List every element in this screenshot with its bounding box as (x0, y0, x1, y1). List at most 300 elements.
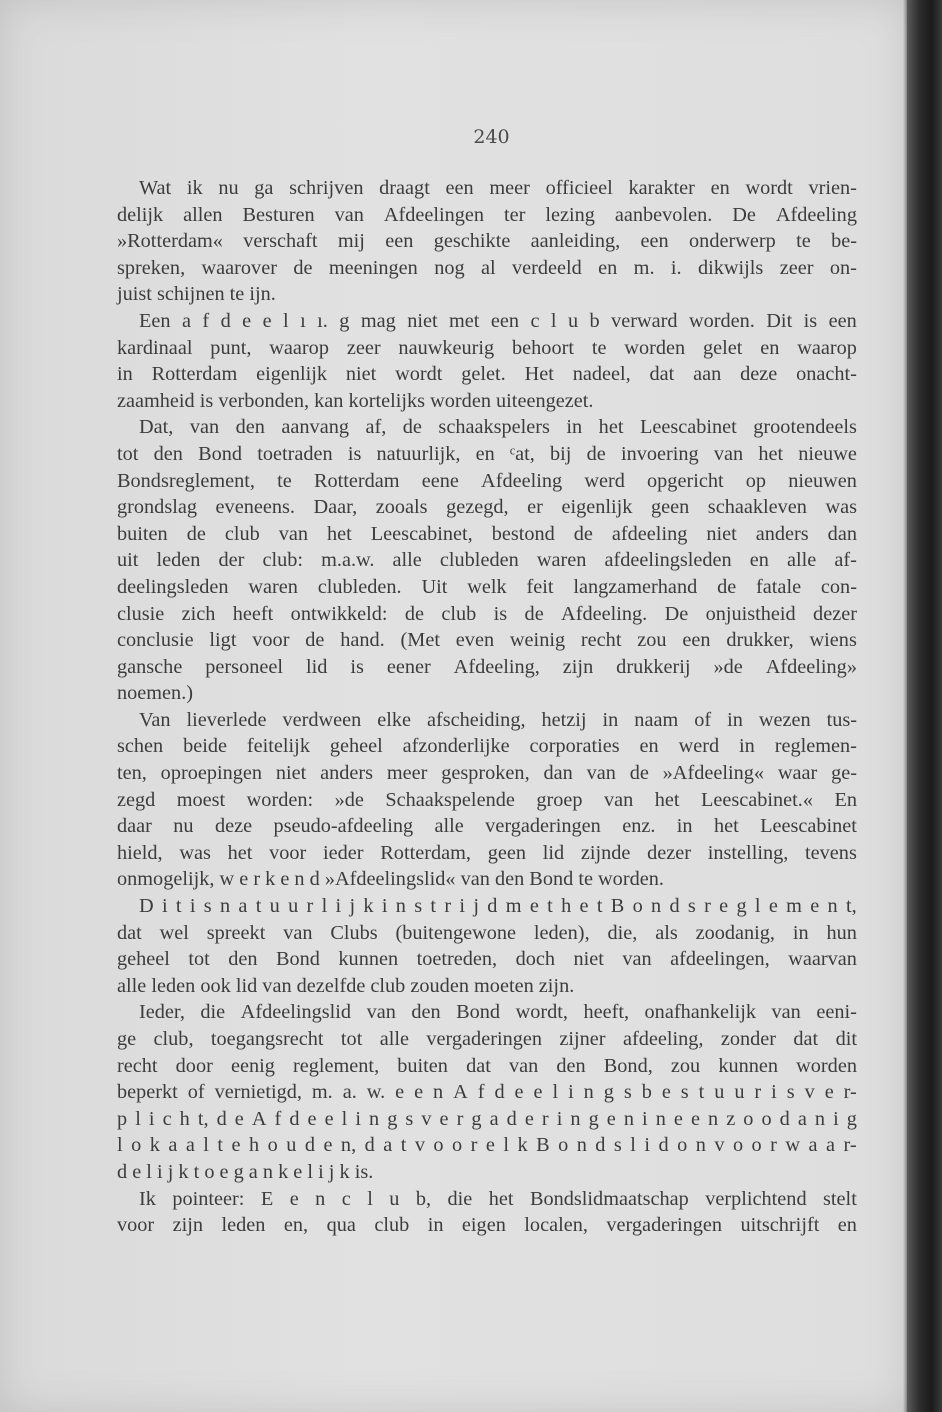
word: clusie (117, 602, 165, 625)
word: club (441, 602, 477, 625)
word: lieverlede (186, 708, 267, 731)
word: a (383, 1134, 393, 1157)
word: l (283, 309, 289, 332)
word: stelt (823, 1187, 857, 1210)
word: en (837, 1214, 857, 1237)
word: van (603, 788, 634, 811)
word: Een (139, 309, 171, 332)
word: dat (117, 921, 142, 944)
word: f (477, 1081, 485, 1104)
word: f (202, 309, 210, 332)
word: nauwkeurig (398, 336, 495, 359)
word: of (187, 1081, 205, 1104)
word: van (622, 948, 652, 971)
word: u (714, 1081, 725, 1104)
text-line: zaamheid is verbonden, kan kortelijks worden uiteengezet. (117, 389, 594, 412)
word: »de (713, 655, 743, 678)
word: e (529, 895, 539, 918)
word: waarvan (788, 948, 857, 971)
word: c (162, 1107, 172, 1130)
word: kunnen (338, 948, 399, 971)
word: n (651, 895, 662, 918)
justified-words (139, 308, 857, 335)
word: dat (793, 1028, 819, 1050)
word: b (641, 1081, 652, 1104)
word: van (189, 416, 220, 439)
word: t (430, 895, 437, 918)
word: b, (415, 1187, 432, 1210)
text-line (117, 175, 857, 202)
word: onafhankelijk (644, 1001, 757, 1024)
word: voor (252, 629, 290, 652)
word: l (117, 1134, 123, 1157)
word: o (677, 1134, 688, 1157)
word: e (673, 1107, 683, 1130)
word: l (552, 1081, 559, 1104)
word: e (719, 895, 729, 918)
word: i (335, 895, 342, 918)
word: tus- (826, 708, 857, 731)
word: vrien- (808, 177, 857, 199)
word: reglemen- (774, 735, 857, 758)
word: zoodanig, (695, 921, 775, 944)
word: gezegd, (446, 496, 509, 519)
word: nog (434, 256, 465, 279)
word: e (810, 895, 820, 918)
word: gelet. (461, 363, 506, 386)
word: con- (820, 575, 857, 598)
text-line (117, 414, 857, 441)
justified-words (117, 1212, 857, 1239)
word: v (714, 1134, 725, 1157)
word: d (494, 1081, 505, 1104)
word: e (524, 1107, 534, 1130)
word: drukkerij (616, 655, 691, 678)
word: wordt, (515, 1001, 568, 1024)
word: o (732, 1134, 744, 1157)
text-line (117, 202, 857, 229)
word: onderwerp (689, 230, 776, 253)
book-spine (907, 0, 942, 1412)
word: zonder (720, 1028, 777, 1050)
word: ı. (317, 309, 328, 332)
word: e (231, 1134, 241, 1157)
word: alle (787, 549, 817, 572)
word: n (395, 895, 406, 918)
word: de (402, 416, 422, 439)
word: den (556, 1054, 586, 1077)
word: Dit (766, 309, 793, 332)
word: e (579, 895, 589, 918)
word: Bond (276, 948, 320, 971)
word: de (717, 575, 737, 598)
word: o (131, 1134, 142, 1157)
justified-words (117, 627, 857, 654)
word: hetzij (541, 708, 587, 731)
word: e (533, 1081, 543, 1104)
word: mag (360, 309, 396, 332)
word: r (704, 895, 711, 918)
word: alle (392, 549, 422, 572)
word: die (447, 1187, 473, 1210)
word: p (117, 1107, 128, 1130)
word: clubleden (439, 549, 519, 572)
word: geen (487, 841, 526, 864)
word: afdeeling (611, 522, 688, 545)
word: toetreden, (416, 948, 498, 971)
word: e (690, 1107, 700, 1130)
text-line (117, 1053, 857, 1080)
word: a (168, 1134, 178, 1157)
word: h (249, 1134, 260, 1157)
word: aanleiding, (530, 230, 621, 253)
word: even (455, 629, 495, 652)
justified-words (139, 999, 857, 1026)
word: A (453, 1081, 468, 1104)
word: bij (550, 442, 572, 465)
word: in (792, 921, 809, 944)
word: eene (421, 469, 459, 492)
word: Bond (456, 1001, 501, 1024)
word: is (803, 309, 818, 332)
word: leden (221, 1214, 266, 1237)
word: Afdeelingslid (240, 1001, 352, 1024)
word: Leescabinet (639, 416, 737, 439)
word: d (658, 1134, 669, 1157)
word: van (366, 1001, 396, 1024)
word: Leescabinet.« (700, 788, 813, 811)
word: l (367, 1187, 373, 1210)
word: voor (269, 841, 307, 864)
word: lid (305, 655, 328, 678)
word: e (289, 1187, 299, 1210)
word: het (598, 416, 624, 439)
word: heeft, (583, 1001, 630, 1024)
justified-words (117, 733, 857, 760)
word: verdeeld (511, 256, 582, 279)
word: a (489, 1107, 499, 1130)
word: h (179, 1107, 190, 1130)
text-line: noemen.) (117, 682, 194, 705)
word: Afdeeling, (453, 655, 540, 678)
justified-words (117, 920, 857, 947)
word: aan (693, 363, 722, 386)
word: l (135, 1107, 141, 1130)
word: b (589, 309, 600, 332)
text-line (117, 547, 857, 574)
word: (buitengewone (395, 921, 517, 944)
word: en (710, 177, 730, 199)
word: buiten (397, 1054, 448, 1077)
word: nieuwen (788, 469, 857, 492)
word: a (185, 1134, 195, 1157)
word: zich (181, 602, 216, 625)
word: afdeeling, (622, 1028, 704, 1050)
justified-words (117, 468, 857, 495)
word: personeel (205, 655, 283, 678)
word: e (234, 1107, 244, 1130)
word: schaakspelers (438, 416, 550, 439)
text-line: d e l i j k t o e g a n k e l i j k is. (117, 1160, 374, 1183)
word: daar (117, 815, 152, 838)
body-text (117, 175, 857, 1239)
word: den (228, 948, 258, 971)
word: der (218, 549, 245, 572)
word: Ieder, (139, 1001, 185, 1024)
word: g (339, 309, 350, 332)
word: dat (466, 1054, 491, 1077)
word: club: (262, 549, 304, 572)
page-number: 240 (473, 126, 510, 148)
word: dan (827, 522, 857, 545)
word: n (695, 1134, 706, 1157)
word: Afdeeling (481, 469, 563, 492)
word: van (278, 522, 309, 545)
word: van (586, 762, 616, 785)
word: zeer (779, 256, 814, 279)
text-line (117, 654, 857, 681)
word: i (189, 895, 196, 918)
word: h (561, 895, 572, 918)
word: van (508, 1054, 539, 1077)
word: niet (573, 948, 604, 971)
word: in (117, 363, 133, 386)
justified-words (117, 787, 857, 814)
word: o (751, 1134, 762, 1157)
word: waren (248, 575, 298, 598)
word: a (826, 1134, 836, 1157)
word: nu (218, 177, 239, 199)
word: te (591, 336, 607, 359)
justified-words (117, 202, 857, 229)
word: van (713, 442, 744, 465)
word: in (427, 1214, 444, 1237)
word: f (274, 1107, 282, 1130)
word: tot (340, 1028, 363, 1050)
word: de (186, 522, 206, 545)
text-line (117, 335, 857, 362)
text-line (117, 361, 857, 388)
word: o (267, 1134, 278, 1157)
word: Wat (139, 177, 172, 199)
word: i (161, 895, 168, 918)
word: het (227, 841, 253, 864)
word: r (470, 1134, 478, 1157)
word: onjuistheid (705, 602, 796, 625)
word: in (739, 735, 755, 758)
word: t, (845, 895, 857, 918)
word: leden), (533, 921, 590, 944)
word: de (293, 256, 313, 279)
word: en (760, 336, 780, 359)
word: m.a.w. (321, 549, 375, 572)
word: g (846, 1107, 857, 1130)
justified-words (117, 228, 857, 255)
word: aanvang (281, 416, 349, 439)
word: Het (524, 363, 554, 386)
word: Bond (198, 442, 243, 465)
word: club (374, 1214, 410, 1237)
word: recht (580, 629, 622, 652)
word: spreekt (206, 921, 266, 944)
word: een (490, 309, 520, 332)
word: r (306, 895, 314, 918)
text-line (117, 601, 857, 628)
word: d (216, 1107, 227, 1130)
word: l (321, 895, 328, 918)
word: u (389, 1187, 400, 1210)
word: lezing (545, 203, 595, 226)
text-line (117, 840, 857, 867)
word: o (761, 1107, 772, 1130)
text-line (117, 228, 857, 255)
word: waarop (797, 336, 857, 359)
text-line (117, 760, 857, 787)
word: En (834, 788, 857, 811)
word: i (642, 1107, 648, 1130)
word: afdeelingsleden (604, 549, 732, 572)
word: zijnde (580, 841, 631, 864)
word: deze (214, 815, 253, 838)
text-line (117, 999, 857, 1026)
word: hand. (340, 629, 385, 652)
justified-words (117, 1079, 857, 1106)
word: een (828, 309, 857, 332)
word: a (808, 1134, 818, 1157)
word: De (732, 203, 756, 226)
text-line: onmogelijk, w e r k e n d »Afdeelingslid« van den Bond te worden. (117, 868, 664, 891)
word: waarop (269, 336, 329, 359)
word: vernietigd, (214, 1081, 302, 1104)
justified-words (139, 893, 857, 920)
word: tot (117, 442, 139, 465)
word: eveneens. (215, 496, 295, 519)
word: Leescabinet, (370, 522, 473, 545)
word: ligt (209, 629, 237, 652)
word: Daar, (313, 496, 358, 519)
word: waarover (201, 256, 277, 279)
word: n (708, 1107, 719, 1130)
word: alle (434, 815, 464, 838)
word: is (493, 602, 508, 625)
word: tevens (805, 841, 857, 864)
word: worden (796, 1054, 857, 1077)
word: m. (311, 1081, 333, 1104)
word: opgericht (647, 469, 724, 492)
word: worden. (688, 309, 755, 332)
word: nu (173, 815, 194, 838)
word: n (583, 1081, 594, 1104)
word: i (568, 1081, 574, 1104)
word: als (655, 921, 678, 944)
word: Clubs (330, 921, 378, 944)
word: Dat, (139, 416, 174, 439)
word: De (664, 602, 689, 625)
word: recht (117, 1054, 158, 1077)
word: beperkt (117, 1081, 178, 1104)
word: u (269, 895, 280, 918)
word: af- (834, 549, 857, 572)
word: ik (186, 177, 203, 199)
word: heeft (232, 602, 274, 625)
word: qua (326, 1214, 356, 1237)
word: e (395, 1081, 405, 1104)
word: t (400, 1134, 407, 1157)
word: geschikte (433, 230, 511, 253)
word: toetraden (257, 442, 333, 465)
word: c (341, 1187, 351, 1210)
word: oproepingen (160, 762, 263, 785)
word: te (277, 469, 292, 492)
word: eeni- (816, 1001, 857, 1024)
word: o (452, 1134, 463, 1157)
word: B (610, 895, 625, 918)
word: Uit (421, 575, 448, 598)
word: o (632, 895, 643, 918)
word: n (433, 1081, 444, 1104)
word: a (238, 895, 248, 918)
word: of (694, 708, 712, 731)
word: i (355, 1107, 361, 1130)
word: r- (843, 1134, 857, 1157)
word: anders (320, 762, 374, 785)
word: Van (139, 708, 171, 731)
word: lid (542, 841, 565, 864)
word: j (349, 895, 356, 918)
word: en (639, 735, 659, 758)
word: Afdeelingen (383, 203, 485, 226)
word: Rotterdam (313, 469, 400, 492)
word: en (749, 549, 769, 572)
text-line (117, 441, 857, 468)
word: niet (706, 522, 737, 545)
text-line (117, 920, 857, 947)
word: groep (536, 788, 583, 811)
word: w. (366, 1081, 386, 1104)
word: beide (183, 735, 227, 758)
word: g (603, 1081, 614, 1104)
word: t (175, 895, 182, 918)
word: invoering (620, 442, 699, 465)
text-line (117, 813, 857, 840)
word: waar (777, 762, 818, 785)
word: zou (637, 629, 667, 652)
word: moest (176, 788, 226, 811)
word: de (305, 629, 325, 652)
word: doch (515, 948, 555, 971)
word: r (456, 1107, 464, 1130)
word: ter (504, 203, 526, 226)
word: dat (649, 363, 675, 386)
word: l (503, 1134, 509, 1157)
word: v (414, 1134, 425, 1157)
word: spreken, (117, 256, 186, 279)
word: feit (526, 575, 554, 598)
word: uitschrijft (740, 1214, 820, 1237)
word: officieel (545, 177, 613, 199)
word: kardinaal (117, 336, 193, 359)
justified-words (117, 574, 857, 601)
word: hun (826, 921, 857, 944)
word: schen (117, 735, 164, 758)
word: A (251, 1107, 267, 1130)
word: club (224, 522, 260, 545)
word: aanbevolen. (614, 203, 713, 226)
word: e (307, 1107, 317, 1130)
word: allen (183, 203, 223, 226)
word: s (613, 1134, 622, 1157)
word: e (768, 895, 778, 918)
